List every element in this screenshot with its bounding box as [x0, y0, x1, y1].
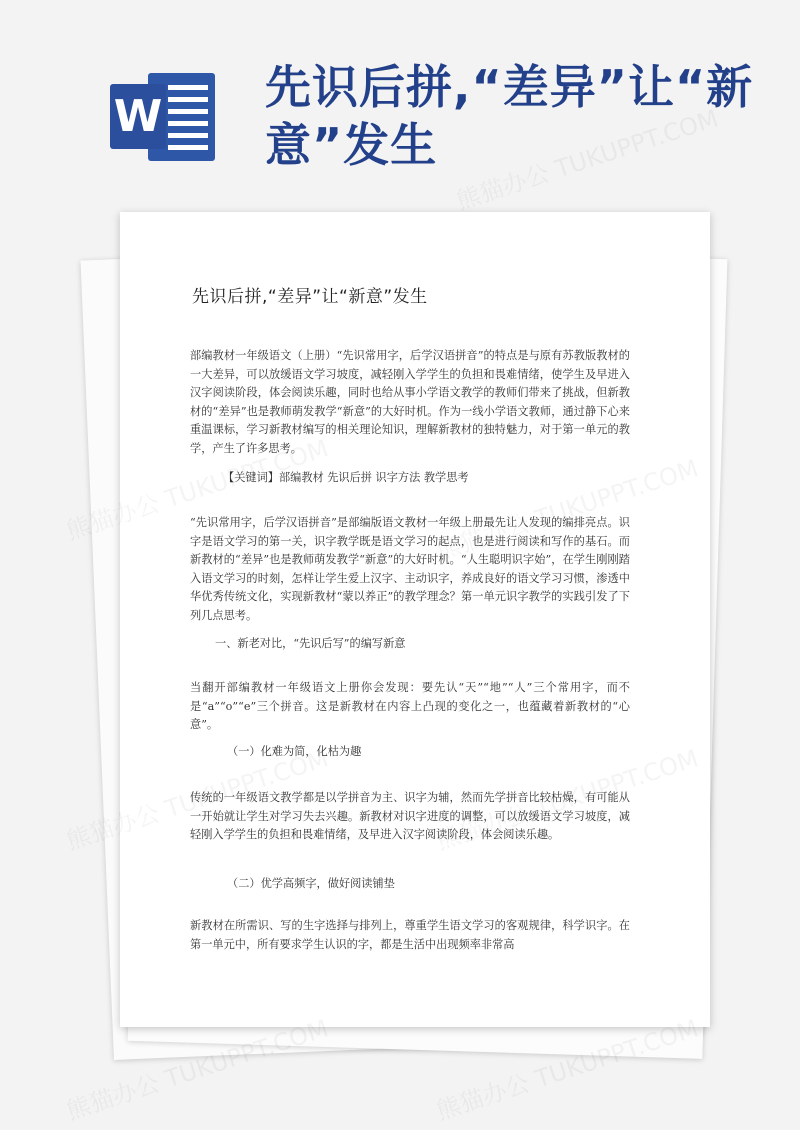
body-paragraph: “先识常用字，后学汉语拼音”是部编版语文教材一年级上册最先让人发现的编排亮点。识字是语文学习的第一关，识字教学既是语文学习的起点，也是进行阅读和写作的基石。而新教材的“差异”也是教师萌发教学“新意”的大好时机。“人生聪明识字始”，在学生刚刚踏入语文学习的时刻，怎样让学生爱上汉字、主动识字，养成良好的语文学习习惯，渗透中华优秀传统文化，实现新教材“蒙以养正”的教学理念？第一单元识字教学的实践引发了下列几点思考。	[190, 516, 630, 622]
document-title: 先识后拼,“差异”让“新意”发生	[192, 287, 428, 307]
document-page	[120, 212, 710, 1027]
body-paragraph: 新教材在所需识、写的生字选择与排列上，尊重学生语文学习的客观规律，科学识字。在第一单元中，所有要求学生认识的字，都是生活中出现频率非常高	[190, 919, 630, 951]
subsection-heading: （一）化难为简，化枯为趣	[227, 745, 362, 758]
word-document-icon	[110, 73, 215, 163]
body-paragraph: 传统的一年级语文教学都是以学拼音为主、识字为辅，然而先学拼音比较枯燥，有可能从一开始就让学生对学习失去兴趣。新教材对识字进度的调整，可以放缓语文学习坡度，减轻刚入学学生的负担和畏难情绪，及早进入汉字阅读阶段，体会阅读乐趣。	[190, 791, 630, 842]
banner-title: 先识后拼,“差异”让“新意”发生	[265, 60, 754, 172]
abstract-paragraph: 部编教材一年级语文（上册）“先识常用字，后学汉语拼音”的特点是与原有苏教版教材的一大差异，可以放缓语文学习坡度，减轻刚入学学生的负担和畏难情绪，使学生及早进入汉字阅读阶段，体会阅读乐趣，同时也给从事小学语文教学的教师们带来了挑战，但新教材的“差异”也是教师萌发教学“新意”的大好时机。作为一线小学语文教师，通过静下心来重温课标，学习新教材编写的相关理论知识，理解新教材的独特魅力，对于第一单元的教学，产生了许多思考。	[190, 349, 630, 455]
keywords-line: 【关键词】部编教材 先识后拼 识字方法 教学思考	[223, 471, 469, 484]
body-paragraph: 当翻开部编教材一年级语文上册你会发现：要先认“天”“地”“人”三个常用字，而不是“a”“o”“e”三个拼音。这是新教材在内容上凸现的变化之一，也蕴藏着新教材的“心意”。	[190, 681, 630, 732]
subsection-heading: （二）优学高频字，做好阅读铺垫	[227, 877, 395, 890]
word-icon-letter: W	[110, 84, 166, 149]
banner	[0, 0, 800, 200]
section-heading: 一、新老对比，“先识后写”的编写新意	[215, 637, 406, 650]
